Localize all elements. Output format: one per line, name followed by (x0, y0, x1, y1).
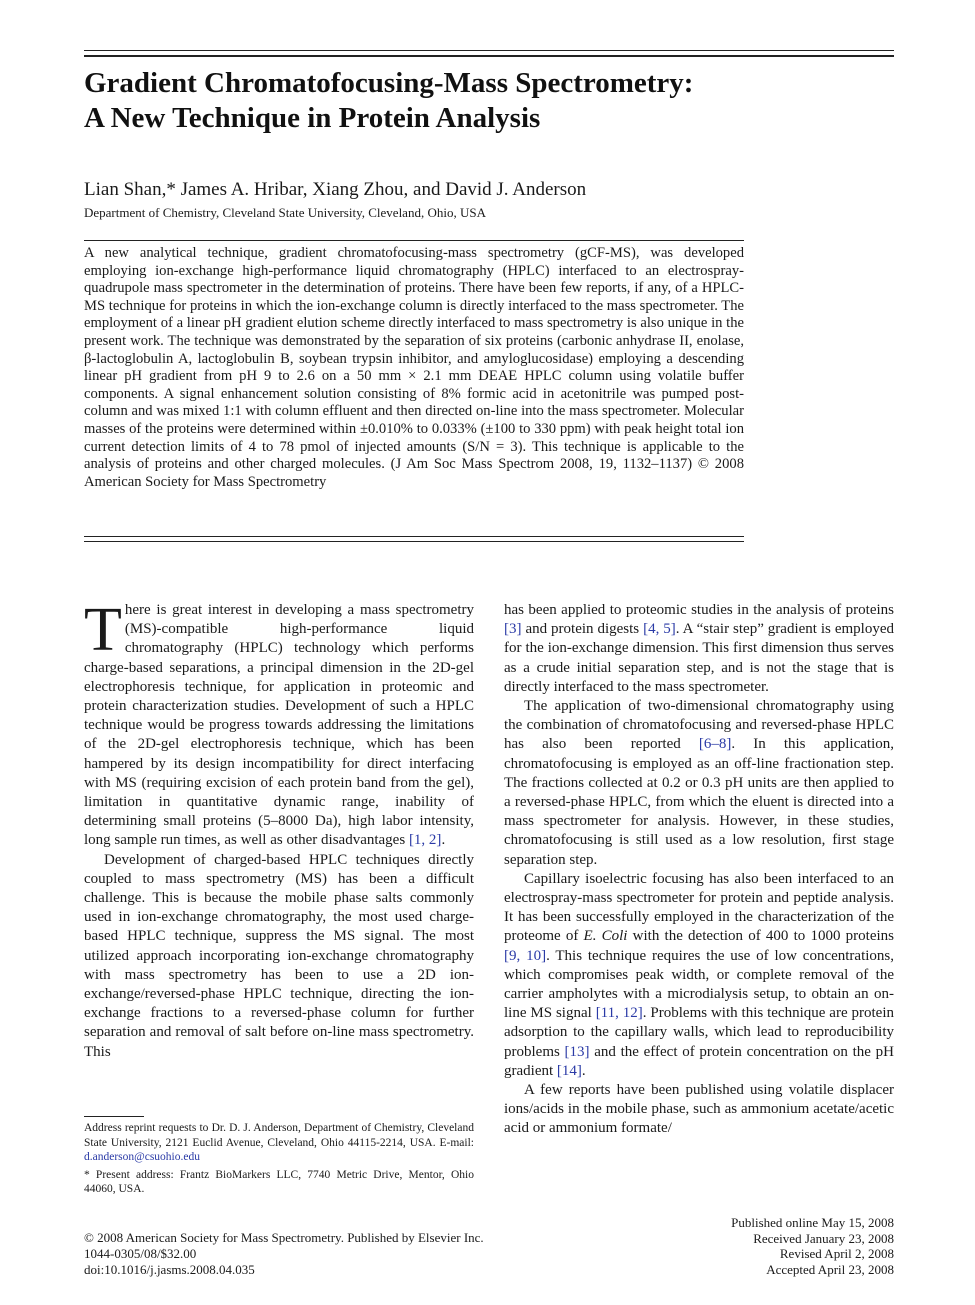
title-line-1: Gradient Chromatofocusing-Mass Spectrometry: (84, 67, 694, 99)
footnotes (84, 1121, 474, 1200)
abstract-rule-top (84, 240, 744, 241)
issn-line: 1044-0305/08/$32.00 (84, 1246, 197, 1261)
body-paragraph (504, 697, 894, 870)
right-column (504, 601, 894, 1139)
paragraph-text: has been applied to proteomic studies in the analysis of proteins (504, 602, 894, 618)
present-address-footnote: * Present address: Frantz BioMarkers LLC, 7740 Metric Drive, Mentor, Ohio 44060, USA. (84, 1168, 474, 1195)
left-column (84, 596, 474, 1062)
paragraph-text: . (581, 1062, 586, 1079)
body-paragraph: A few reports have been published using volatile displacer ions/acids in the mobile phase, such as ammonium acetate/acetic acid or ammonium formate/ (504, 1082, 894, 1137)
paragraph-text: . In this application, chromatofocusing is employed as an off-line fractionation step. The fractions collected at 0.2 or 0.3 pH units are then applied to a reversed-phase HPLC, from which the eluent is directed into a mass spectrometer for analysis. However, in these studies, chromatofocusing is still used as a low resolution, first stage separation step. (504, 736, 895, 868)
citation-link[interactable]: [9, 10] (504, 947, 547, 964)
body-paragraph (84, 596, 474, 851)
author-list: Lian Shan,* James A. Hribar, Xiang Zhou, and David J. Anderson (84, 179, 587, 200)
header-rule-thick (84, 55, 894, 57)
paragraph-text: . This technique requires the use of low concentrations, which compromises peak width, or complete removal of the carrier ampholytes with a microdialysis setup, to obtain an on-line MS signal (504, 947, 894, 1022)
doi-line: doi:10.1016/j.jasms.2008.04.035 (84, 1262, 255, 1277)
paragraph-text: Capillary isoelectric focusing has also been interfaced to an electrospray-mass spectrometer for protein and peptide analysis. It has been successfully employed in the characterization of the proteome of (504, 870, 894, 945)
citation-link[interactable]: [13] (564, 1043, 590, 1060)
abstract-rule-bottom-1 (84, 536, 744, 537)
received-date: Received January 23, 2008 (753, 1230, 894, 1246)
header-rule-thin (84, 50, 894, 51)
article-title (84, 66, 884, 136)
paragraph-text: with the detection of 400 to 1000 proteins (627, 928, 894, 945)
revised-date: Revised April 2, 2008 (779, 1246, 894, 1261)
abstract: A new analytical technique, gradient chromatofocusing-mass spectrometry (gCF-MS), was developed employing ion-exchange high-performance liquid chromatography (HPLC) interfaced to an electrospray-quadrupole mass spectrometer in the determination of proteins. There have been few reports, if any, of a HPLC-MS technique for proteins in which the ion-exchange column is directly interfaced to the mass spectrometer. The employment of a linear pH gradient elution scheme directly interfaced to mass spectrometry is also unique in the present work. The technique was demonstrated by the separation of six proteins (carbonic anhydrase II, enolase, β-lactoglobulin A, lactoglobulin B, soybean trypsin inhibitor, and amyloglucosidase) employing a descending linear pH gradient from pH 9 to 2.6 on a 50 mm × 2.1 mm DEAE HPLC column using volatile buffer components. A signal enhancement solution consisting of 8% formic acid in acetonitrile was pumped post-column and was mixed 1:1 with column effluent and then directed on-line into the mass spectrometer. Molecular masses of the proteins were determined within ±0.010% to 0.033% (±100 to 330 ppm) with peak height total ion current detection limits of 4 to 78 pmol of injected amounts (S/N = 3). This technique is applicable to the analysis of proteins and other charged molecules. (J Am Soc Mass Spectrom 2008, 19, 1132–1137) © 2008 American Society for Mass Spectrometry (84, 245, 744, 490)
paragraph-text: and protein digests (521, 621, 644, 638)
title-line-2: A New Technique in Protein Analysis (84, 102, 541, 134)
citation-link[interactable]: [6–8] (698, 736, 732, 753)
body-paragraph (504, 870, 894, 1081)
published-online-date: Published online May 15, 2008 (731, 1215, 894, 1230)
footnote-rule (84, 1116, 144, 1117)
paragraph-text: . A “stair step” gradient is employed for the ion-exchange dimension. This first dimension thus serves as a crude initial separation step, and is not the stage that is directly interfaced to the mass spectrometer. (504, 621, 894, 695)
affiliation: Department of Chemistry, Cleveland State University, Cleveland, Ohio, USA (84, 205, 486, 220)
paragraph-text: The application of two-dimensional chromatography using the combination of chromatofocusing and reversed-phase HPLC has also been reported (504, 698, 894, 753)
paragraph-text: . Problems with this technique are protein adsorption to the capillary walls, which lead to reproducibility problems (504, 1005, 894, 1060)
copyright-line: © 2008 American Society for Mass Spectrometry. Published by Elsevier Inc. (84, 1230, 484, 1245)
citation-link[interactable]: [14] (556, 1062, 582, 1079)
publication-info (84, 1230, 484, 1278)
body-paragraph (504, 601, 894, 697)
paragraph-text: and the effect of protein concentration on the pH gradient (504, 1043, 894, 1079)
species-name: E. Coli (583, 928, 628, 945)
accepted-date: Accepted April 23, 2008 (766, 1261, 894, 1277)
publication-dates (731, 1215, 894, 1277)
citation-link[interactable]: [3] (504, 621, 522, 638)
body-paragraph: Development of charged-based HPLC techniques directly coupled to mass spectrometry (MS) has been a difficult challenge. This is because the mobile phase salts commonly used in ion-exchange chromatography, the most used charge-based HPLC technique, suppress the MS signal. The most utilized approach incorporating ion-exchange chromatography with mass spectrometry has been to use a 2D ion-exchange/reversed-phase HPLC technique, directing the ion-exchange fractions to a reversed-phase column for further separation and removal of salt before on-line mass spectrometry. This (84, 851, 474, 1060)
drop-cap: T (84, 596, 122, 664)
citation-link[interactable]: [1, 2] (408, 832, 442, 849)
citation-link[interactable]: [11, 12] (595, 1005, 643, 1022)
paragraph-text: here is great interest in developing a mass spectrometry (MS)-compatible high-performance liquid chromatography (HPLC) technology which performs charge-based separations, a principal dimension in the 2D-gel electrophoresis technique, for application in proteomic and protein characterization studies. Development of such a HPLC technique would be progress towards addressing the limitations of the 2D-gel electrophoresis technique, which has been hampered by its design incompatibility for direct interfacing with MS (requiring excision of each protein band from the gel), limitation in quantitative dynamic range, inability of determining small proteins (5–8000 Da), high labor intensity, long sample run times, as well as other disadvantages (84, 602, 474, 849)
abstract-rule-bottom-2 (84, 541, 744, 542)
footnote-text: Address reprint requests to Dr. D. J. Anderson, Department of Chemistry, Cleveland State University, 2121 Euclid Avenue, Cleveland, Ohio 44115-2214, USA. E-mail: (84, 1122, 474, 1149)
paragraph-text: . (441, 832, 446, 849)
reprint-footnote (84, 1121, 474, 1165)
citation-link[interactable]: [4, 5] (643, 621, 676, 638)
email-link[interactable]: d.anderson@csuohio.edu (84, 1151, 200, 1163)
